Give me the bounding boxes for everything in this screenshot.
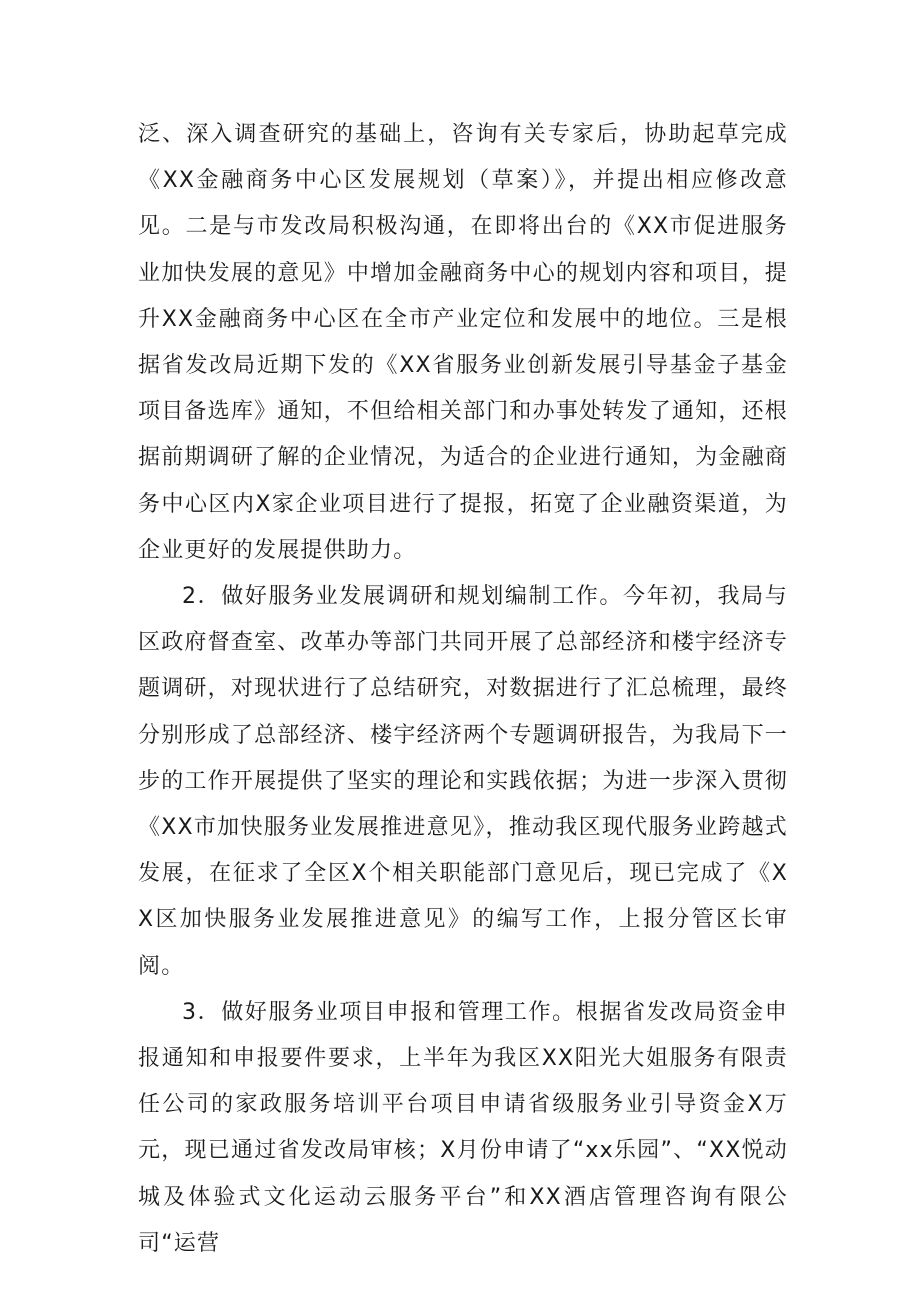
document-body bbox=[138, 112, 788, 1267]
paragraph-service-industry-research: 2．做好服务业发展调研和规划编制工作。今年初，我局与区政府督查室、改革办等部门共同开展了总部经济和楼宇经济专题调研，对现状进行了总结研究，对数据进行了汇总梳理，最终分别形成了总部经济、楼宇经济两个专题调研报告，为我局下一步的工作开展提供了坚实的理论和实践依据；为进一步深入贯彻《XX市加快服务业发展推进意见》，推动我区现代服务业跨越式发展，在征求了全区X个相关职能部门意见后，现已完成了《XX区加快服务业发展推进意见》的编写工作，上报分管区长审阅。 bbox=[138, 584, 788, 979]
paragraph-project-declaration: 3．做好服务业项目申报和管理工作。根据省发改局资金申报通知和申报要件要求，上半年为我区XX阳光大姐服务有限责任公司的家政服务培训平台项目申请省级服务业引导资金X万元，现已通过省发改局审核；X月份申请了“xx乐园”、“XX悦动城及体验式文化运动云服务平台”和XX酒店管理咨询有限公司“运营 bbox=[138, 999, 788, 1256]
paragraph-continuation: 泛、深入调查研究的基础上，咨询有关专家后，协助起草完成《XX金融商务中心区发展规划（草案）》，并提出相应修改意见。二是与市发改局积极沟通，在即将出台的《XX市促进服务业加快发展的意见》中增加金融商务中心的规划内容和项目，提升XX金融商务中心区在全市产业定位和发展中的地位。三是根据省发改局近期下发的《XX省服务业创新发展引导基金子基金项目备选库》通知，不但给相关部门和办事处转发了通知，还根据前期调研了解的企业情况，为适合的企业进行通知，为金融商务中心区内X家企业项目进行了提报，拓宽了企业融资渠道，为企业更好的发展提供助力。 bbox=[138, 122, 788, 563]
